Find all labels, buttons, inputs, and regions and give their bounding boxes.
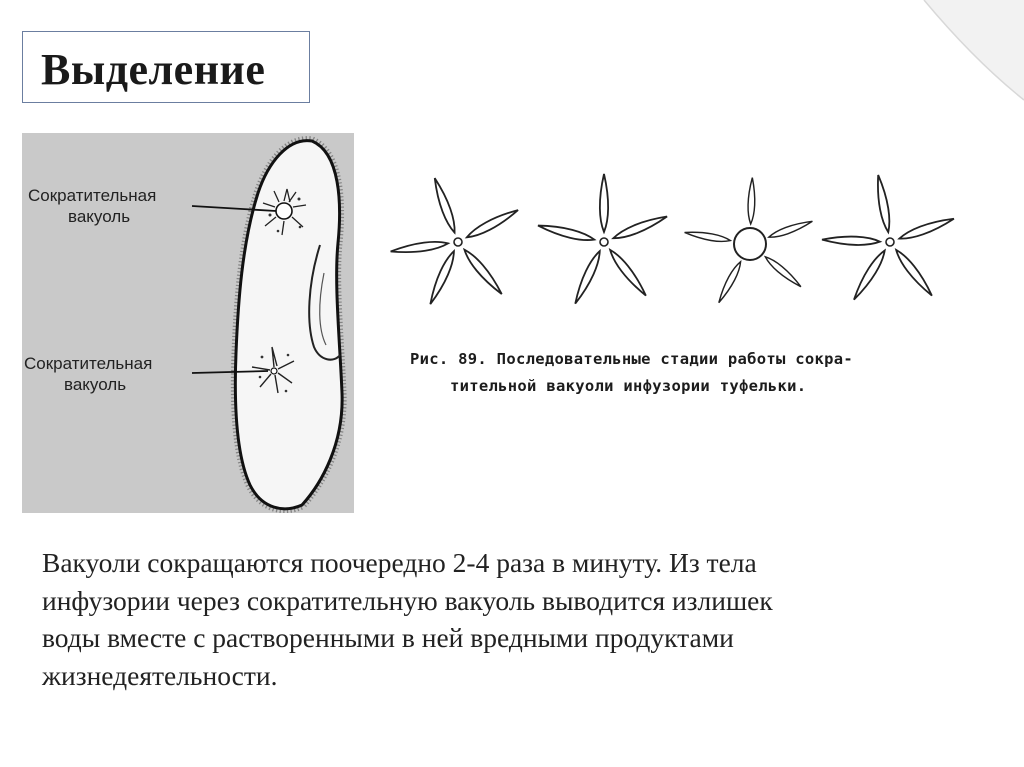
figure-caption [410, 346, 970, 400]
vacuole-label-top: Сократительная вакуоль [28, 186, 157, 226]
caption-line-2: тительной вакуоли инфузории туфельки. [450, 377, 807, 395]
vacuole-stage-1 [390, 177, 520, 306]
title-box [22, 31, 310, 103]
vacuole-stage-2 [537, 174, 669, 305]
body-line-3: воды вместе с растворенными в ней вредными продуктами [42, 622, 734, 653]
page-title: Выделение [41, 45, 266, 94]
vacuole-stage-3 [684, 178, 813, 305]
body-line-2: инфузории через сократительную вакуоль выводится излишек [42, 584, 773, 616]
paramecium-figure [22, 133, 354, 513]
caption-line-1: Рис. 89. Последовательные стадии работы сокра- [410, 350, 854, 368]
page-curl-decoration [914, 0, 1024, 110]
body-line-1: Вакуоли сокращаются поочередно 2-4 раза в минуту. Из тела [42, 547, 757, 578]
body-line-4: жизнедеятельности. [42, 659, 278, 691]
body-paragraph [42, 544, 972, 694]
vacuole-stages-illustration [376, 160, 976, 330]
vacuole-label-bottom: Сократительная вакуоль [24, 354, 153, 394]
vacuole-stage-4 [822, 174, 955, 302]
